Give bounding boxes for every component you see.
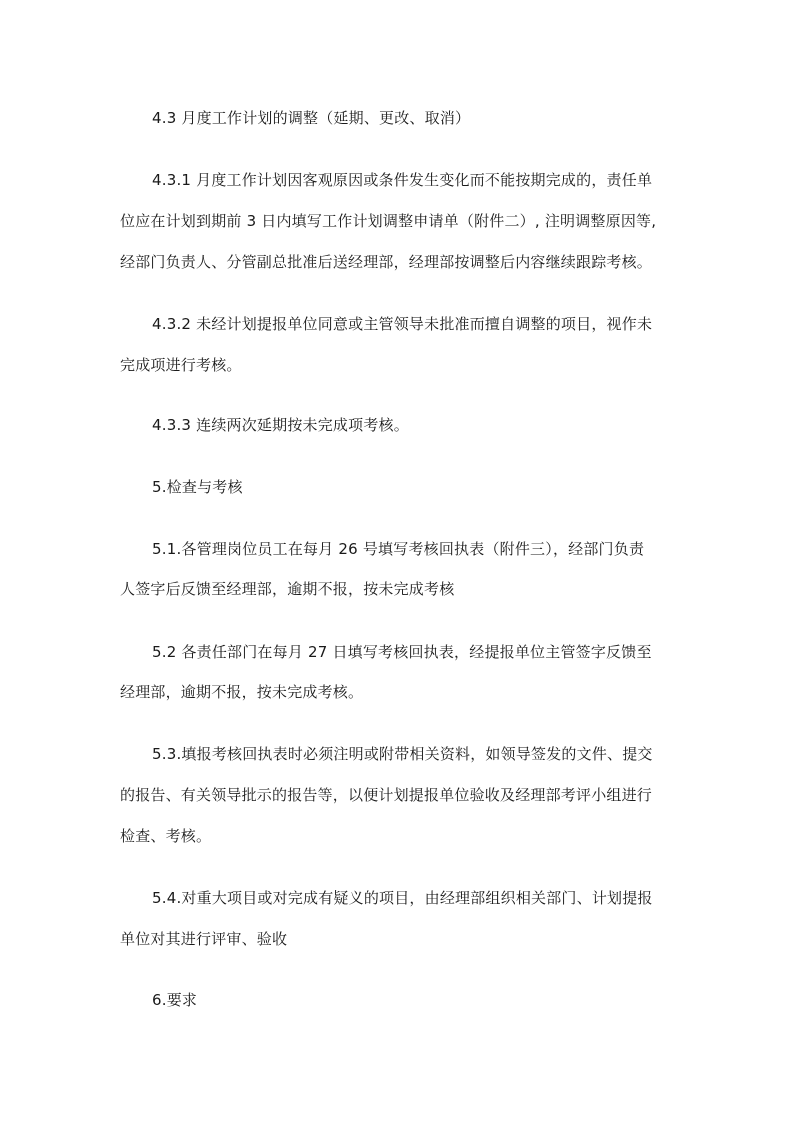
paragraph-4-3-1-line-2: 位应在计划到期前 3 日内填写工作计划调整申请单（附件二）, 注明调整原因等, xyxy=(120,212,657,230)
paragraph-5-1-line-2: 人签字后反馈至经理部，逾期不报，按未完成考核 xyxy=(120,580,455,598)
paragraph-5-4-line-2: 单位对其进行评审、验收 xyxy=(120,930,288,948)
paragraph-5-1-line-1: 5.1.各管理岗位员工在每月 26 号填写考核回执表（附件三），经部门负责 xyxy=(152,540,645,558)
paragraph-5-2-line-1: 5.2 各责任部门在每月 27 日填写考核回执表，经提报单位主管签字反馈至 xyxy=(152,643,652,661)
paragraph-4-3-1-line-1: 4.3.1 月度工作计划因客观原因或条件发生变化而不能按期完成的，责任单 xyxy=(152,171,653,189)
heading-4-3: 4.3 月度工作计划的调整（延期、更改、取消） xyxy=(152,109,471,127)
paragraph-5-4-line-1: 5.4.对重大项目或对完成有疑义的项目，由经理部组织相关部门、计划提报 xyxy=(152,889,653,907)
heading-5: 5.检查与考核 xyxy=(152,478,243,496)
paragraph-5-3-line-3: 检查、考核。 xyxy=(120,827,212,845)
paragraph-5-3-line-1: 5.3.填报考核回执表时必须注明或附带相关资料，如领导签发的文件、提交 xyxy=(152,745,653,763)
paragraph-4-3-1-line-3: 经部门负责人、分管副总批准后送经理部，经理部按调整后内容继续跟踪考核。 xyxy=(120,253,653,271)
paragraph-4-3-2-line-1: 4.3.2 未经计划提报单位同意或主管领导未批准而擅自调整的项目，视作未 xyxy=(152,315,653,333)
paragraph-4-3-2-line-2: 完成项进行考核。 xyxy=(120,356,242,374)
paragraph-5-2-line-2: 经理部，逾期不报，按未完成考核。 xyxy=(120,683,364,701)
heading-6: 6.要求 xyxy=(152,991,198,1009)
paragraph-5-3-line-2: 的报告、有关领导批示的报告等，以便计划提报单位验收及经理部考评小组进行 xyxy=(120,786,653,804)
paragraph-4-3-3: 4.3.3 连续两次延期按未完成项考核。 xyxy=(152,416,409,434)
